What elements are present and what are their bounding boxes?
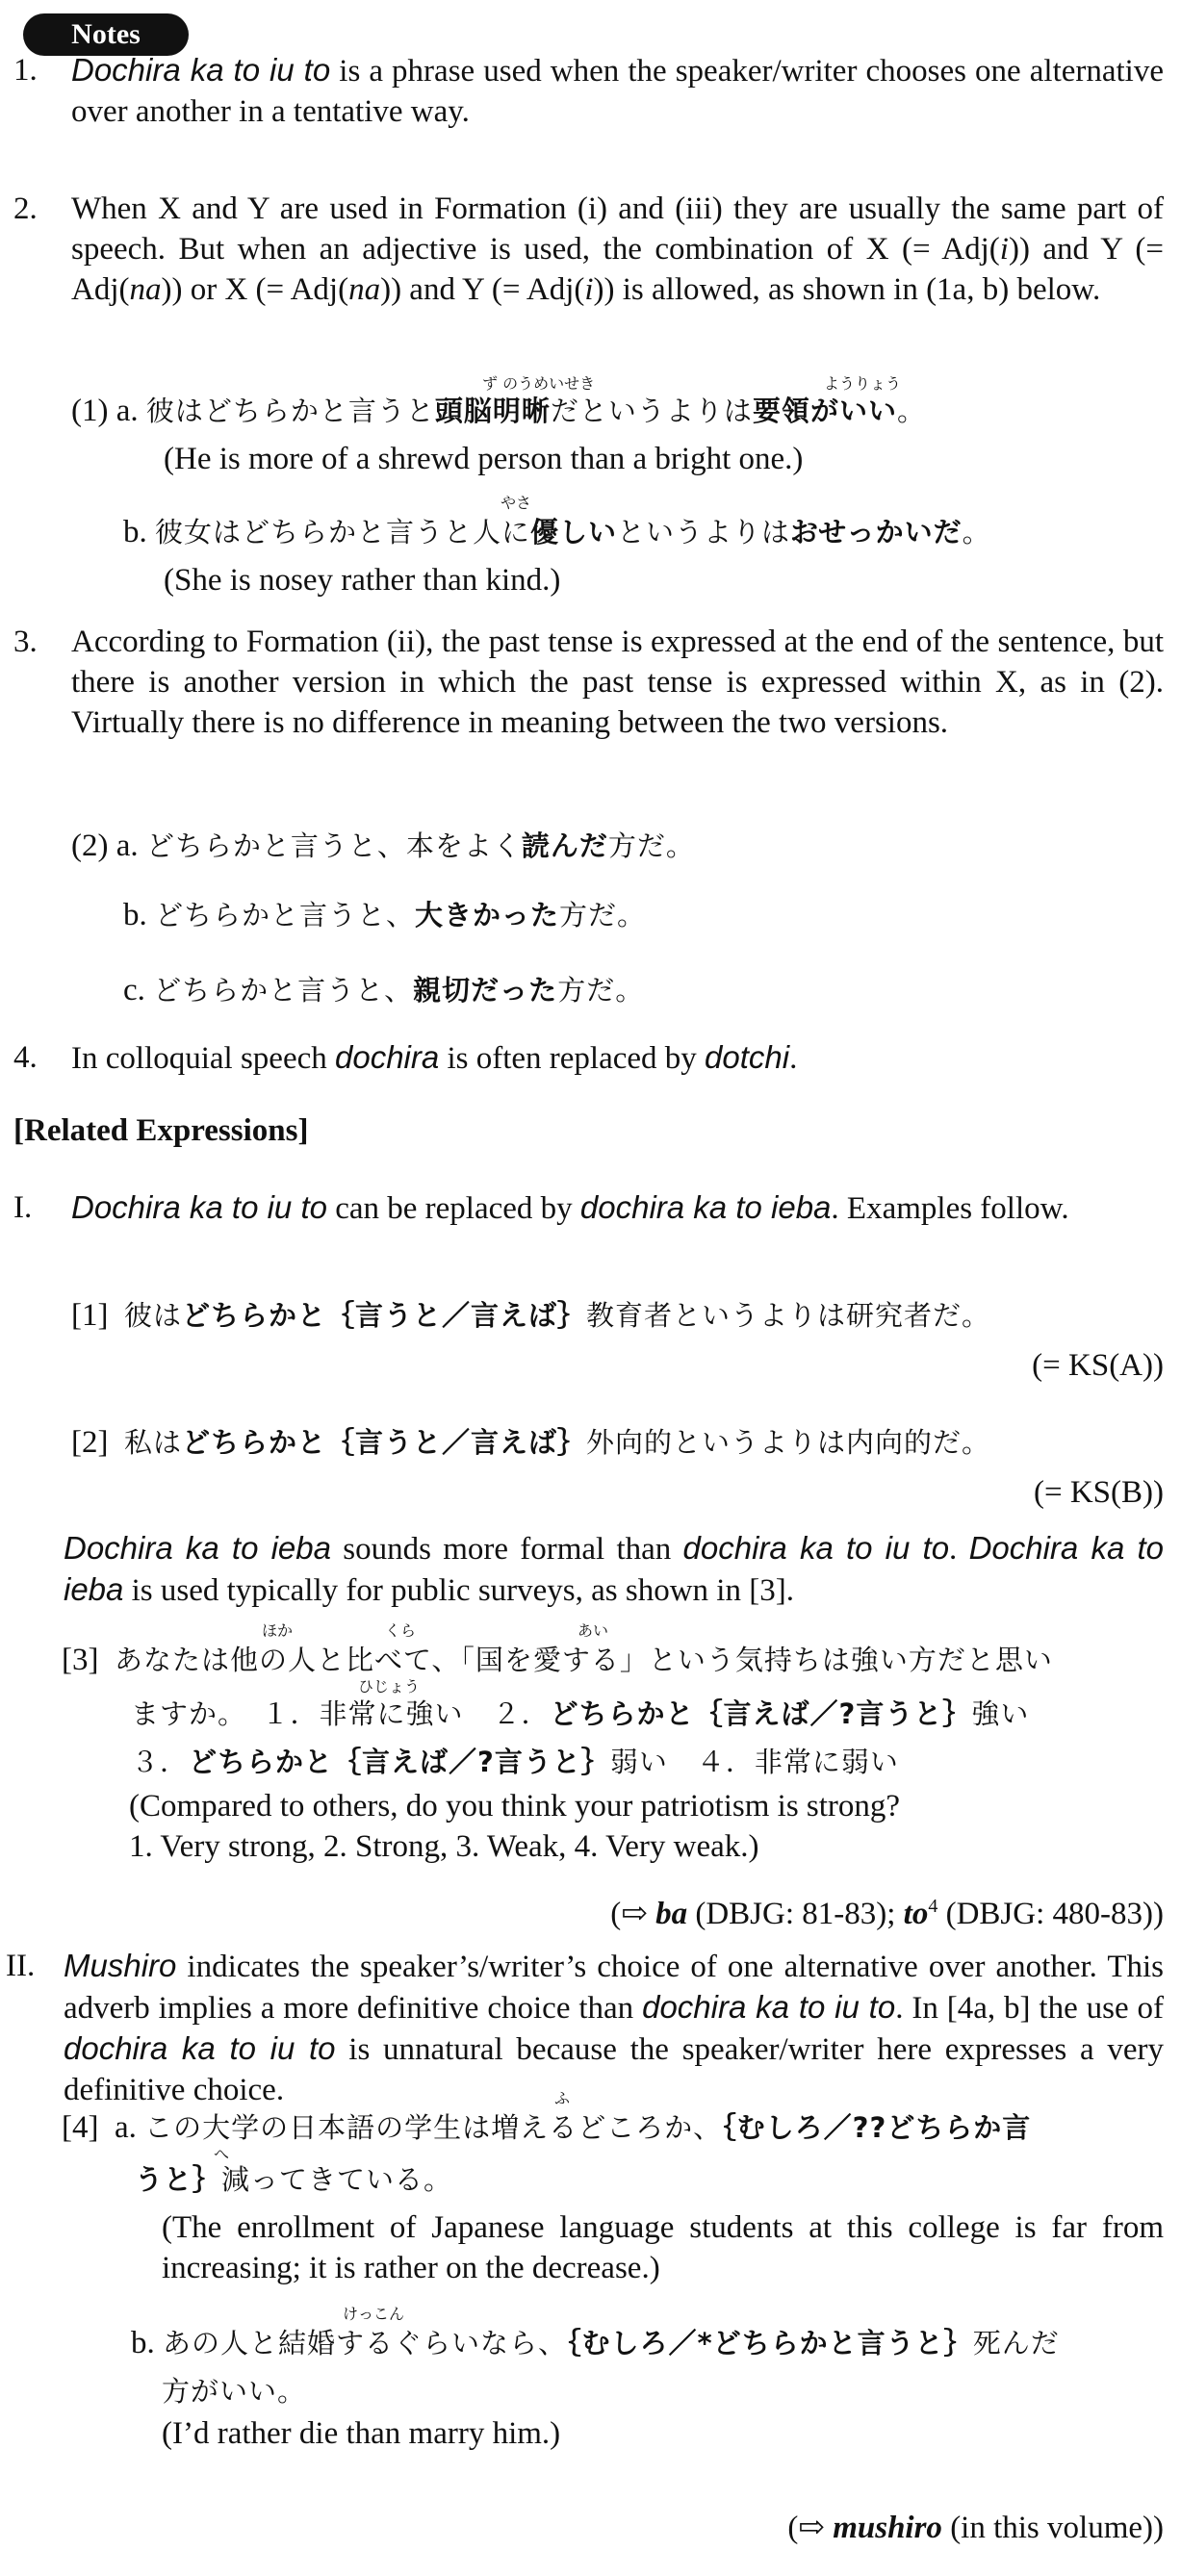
related-example-4a-translation: (The enrollment of Japanese language students at this college is far from increasing; it is rather on the decrease.) xyxy=(162,2210,1164,2285)
related-2-number: II. xyxy=(6,1949,36,1983)
related-example-4a-line-1: この大学の日本語の学生は増えるどころか、｛むしろ／??どちらか言 xyxy=(144,2111,1032,2144)
related-2-crossref: (⇨ mushiro (in this volume)) xyxy=(787,2511,1164,2545)
related-example-4a-line-2: うと｝減ってきている。 xyxy=(135,2163,453,2196)
related-expressions-heading: [Related Expressions] xyxy=(13,1113,309,1148)
ruby-hijou: ひじょう xyxy=(358,1677,421,1696)
ruby-kekkon: けっこん xyxy=(343,2305,405,2323)
related-example-2: [2] 私はどちらかと｛言うと／言えば｝外向的というよりは内向的だ。 xyxy=(71,1425,991,1460)
note-3-number: 3. xyxy=(13,625,38,659)
example-2c: c. どちらかと言うと、親切だった方だ。 xyxy=(123,973,645,1007)
related-example-3-line-2: ますか。 １．非常に強い ２．どちらかと｛言えば／?言うと｝強い xyxy=(131,1697,1030,1730)
ruby-yasa: やさ xyxy=(501,494,532,512)
ruby-he: へ xyxy=(214,2145,230,2163)
example-1a: (1) a. 彼はどちらかと言うと頭脳明晰だというよりは要領がいい。 xyxy=(71,394,926,428)
ruby-hoka: ほか xyxy=(262,1621,294,1640)
ruby-kura: くら xyxy=(385,1621,417,1640)
related-example-3-line-1: あなたは他の人と比べて、「国を愛する」という気持ちは強い方だと思い xyxy=(114,1644,1053,1676)
related-1-number: I. xyxy=(13,1190,33,1225)
related-1-intro: Dochira ka to iu to can be replaced by dochira ka to ieba. Examples follow. xyxy=(71,1189,1069,1226)
example-2a: (2) a. どちらかと言うと、本をよく読んだ方だ。 xyxy=(71,829,695,863)
related-1-paragraph: Dochira ka to ieba sounds more formal than dochira ka to iu to. Dochira ka to ieba is used typically for public surveys, as shown in [3]. xyxy=(64,1530,1164,1608)
note-4-text: In colloquial speech dochira is often replaced by dotchi. xyxy=(71,1039,798,1076)
related-example-4b-line-2: 方がいい。 xyxy=(162,2375,307,2408)
ruby-zunoumeiseki: ず のうめいせき xyxy=(482,374,596,393)
related-example-3-line-3: ３．どちらかと｛言えば／?言うと｝弱い ４．非常に弱い xyxy=(131,1746,899,1778)
related-example-4b-translation: (I’d rather die than marry him.) xyxy=(162,2416,561,2451)
note-1-number: 1. xyxy=(13,53,38,88)
note-3-text: According to Formation (ii), the past tense is expressed at the end of the sentence, but there is another version in which the past tense is expressed within X, as in (2). Virtually there is no difference in meaning between the two versions. xyxy=(71,625,1164,740)
notes-badge: Notes xyxy=(23,13,189,56)
note-2-text: When X and Y are used in Formation (i) and (iii) they are usually the same part of speech. But when an adjective is used, the combination of X (= Adj(i)) and Y (= Adj(na)) or X (= Adj(na)) and Y (= Adj(i)) is allowed, as shown in (1a, b) below. xyxy=(71,191,1164,307)
related-example-2-ref: (= KS(B)) xyxy=(1033,1475,1164,1510)
related-example-1-ref: (= KS(A)) xyxy=(1032,1348,1164,1383)
note-1-term: Dochira ka to iu to xyxy=(71,52,331,88)
example-1b: b. 彼女はどちらかと言うと人に優しいというよりはおせっかいだ。 xyxy=(123,515,991,549)
related-example-1: [1] 彼はどちらかと｛言うと／言えば｝教育者というよりは研究者だ。 xyxy=(71,1298,991,1333)
note-4-number: 4. xyxy=(13,1040,38,1075)
ruby-fu: ふ xyxy=(554,2089,571,2107)
ruby-youryou: ようりょう xyxy=(824,374,902,393)
example-2b: b. どちらかと言うと、大きかった方だ。 xyxy=(123,898,647,932)
note-1-text: Dochira ka to iu to is a phrase used when the speaker/writer chooses one alternative over another in a tentative way. xyxy=(71,52,1164,129)
related-example-4b-line-1: あの人と結婚するぐらいなら、｛むしろ／*どちらかと言うと｝死んだ xyxy=(163,2327,1060,2359)
example-1a-translation: (He is more of a shrewd person than a bright one.) xyxy=(164,442,804,476)
example-1b-translation: (She is nosey rather than kind.) xyxy=(164,563,561,598)
ruby-ai: あい xyxy=(578,1621,609,1640)
note-2-number: 2. xyxy=(13,191,38,226)
related-1-crossref: (⇨ ba (DBJG: 81-83); $to^4$ (DBJG: 480-83)) xyxy=(610,1896,1164,1931)
related-2-intro: Mushiro indicates the speaker’s/writer’s choice of one alternative over another. This adverb implies a more definitive choice than dochira ka to iu to. In [4a, b] the use of dochira ka to iu to is unnatural because the speaker/writer here expresses a very definitive choice. xyxy=(64,1948,1164,2107)
page: Notes 1. Dochira ka to iu to is a phrase used when the speaker/writer chooses one alternative over another in a tentative way. 2. When X and Y are used in Formation (i) and (iii) they are usually the same part of speech. But when an adjective is used, the combination of X (= Adj(i)) and Y (= Adj(na)) or X (= Adj(na)) and Y (= Adj(i)) is allowed, as shown in (1a, b) below. ず のうめいせき ようりょう (1) a. 彼はどちらかと言うと頭脳明晰だというよりは要領がいい。 (He is more of a shrewd person than a bright one.) やさ b. 彼女はどちらかと言うと人に優しいというよりはおせっかいだ。 (She is nosey rather than kind.) 3. According to Formation (ii), the past tense is expressed at the end of the sentence, but there is another version in which the past tense is expressed within X, as in (2). Virtually there is no difference in meaning between the two versions. (2) a. どちらかと言うと、本をよく読んだ方だ。 b. どちらかと言うと、大きかった方だ。 c. どちらかと言うと、親切だった方だ。 4. In colloquial speech dochira is often replaced by dotchi. [Related Expressions] I. Dochira ka to iu to can be replaced by dochira ka to ieba. Examples follow. [1] 彼はどちらかと｛言うと／言えば｝教育者というよりは研究者だ。 (= KS(A)) [2] 私はどちらかと｛言うと／言えば｝外向的というよりは内向的だ。 (= KS(B)) Dochira ka to ieba sounds more formal than dochira ka to iu to. Dochira ka to ieba is used typically for public surveys, as shown in [3]. ほか くら あい [3] あなたは他の人と比べて、「国を愛する」という気持ちは強い方だと思い ひじょう ますか。 １．非常に強い ２．どちらかと｛言えば／?言うと｝強い ３．どちらかと｛言えば／?言うと｝弱い ４．非常に弱い (Compared to others, do you think your patriotism is strong? 1. Very strong, 2. Strong, 3. Weak, 4. Very weak.) (⇨ ba (DBJG: 81-83); $to^4$ (DBJG: 480-83)) II. Mushiro indicates the speaker’s/writer’s choice of one alternative over another. This adverb implies a more definitive choice than dochira ka to iu to. In [4a, b] the use of dochira ka to iu to is unnatural because the speaker/writer here expresses a very definitive choice. ふ [4] a. この大学の日本語の学生は増えるどころか、｛むしろ／??どちらか言 へ うと｝減ってきている。 (The enrollment of Japanese language students at this college is far from increasing; it is rather on the decrease.) けっこん b. あの人と結婚するぐらいなら、｛むしろ／*どちらかと言うと｝死んだ 方がいい。 (I’d rather die than marry him.) (⇨ mushiro (in this volume)) xyxy=(0,0,1181,2576)
related-example-3-translation-2: 1. Very strong, 2. Strong, 3. Weak, 4. Very weak.) xyxy=(129,1829,759,1864)
related-example-3-translation-1: (Compared to others, do you think your patriotism is strong? xyxy=(129,1789,901,1824)
